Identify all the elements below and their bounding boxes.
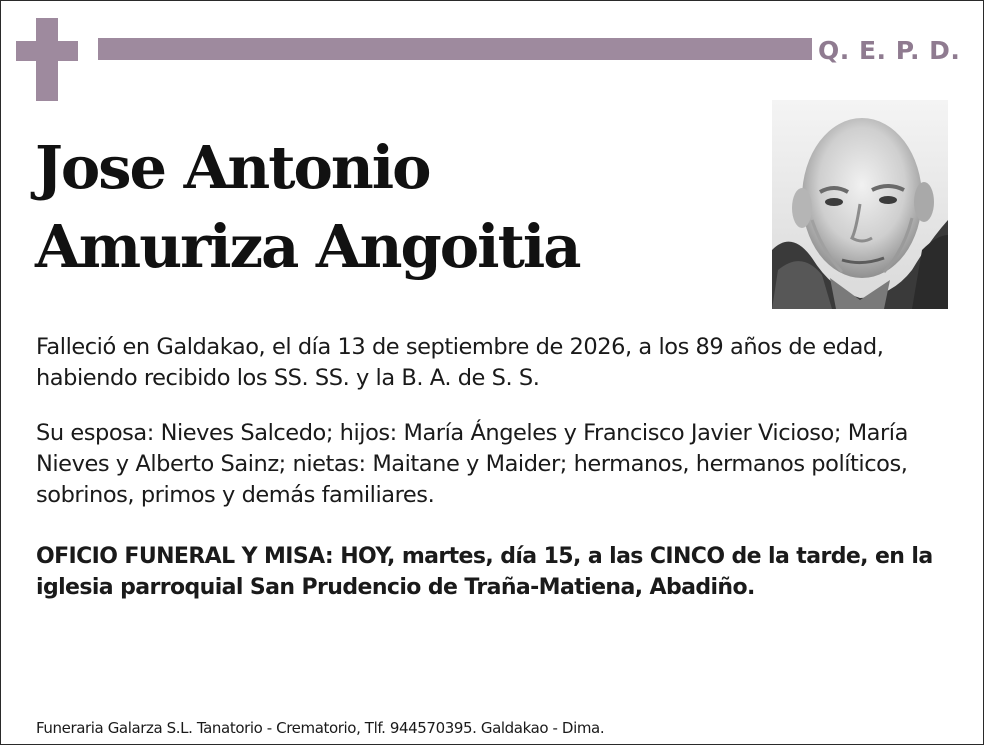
funeral-home-footer: Funeraria Galarza S.L. Tanatorio - Crematorio, Tlf. 944570395. Galdakao - Dima.	[36, 719, 605, 737]
deceased-name-line2: Amuriza Angoitia	[35, 212, 580, 281]
header-rule	[98, 38, 812, 60]
portrait-photo-icon	[772, 100, 948, 309]
portrait-photo	[772, 100, 948, 309]
cross-icon-horizontal	[16, 41, 78, 61]
death-notice: Falleció en Galdakao, el día 13 de septiembre de 2026, a los 89 años de edad, habiendo recibido los SS. SS. y la B. A. de S. S.	[36, 334, 884, 391]
deceased-name	[35, 128, 755, 286]
qepd-label: Q. E. P. D.	[818, 36, 961, 65]
deceased-name-line1: Jose Antonio	[35, 133, 430, 202]
family-list: Su esposa: Nieves Salcedo; hijos: María Ángeles y Francisco Javier Vicioso; María Nieves y Alberto Sainz; nietas: Maitane y Maider; hermanos, hermanos políticos, sobrinos, primos y demás familiares.	[36, 420, 908, 508]
funeral-info: OFICIO FUNERAL Y MISA: HOY, martes, día 15, a las CINCO de la tarde, en la iglesia parroquial San Prudencio de Traña-Matiena, Abadiño.	[36, 544, 933, 600]
